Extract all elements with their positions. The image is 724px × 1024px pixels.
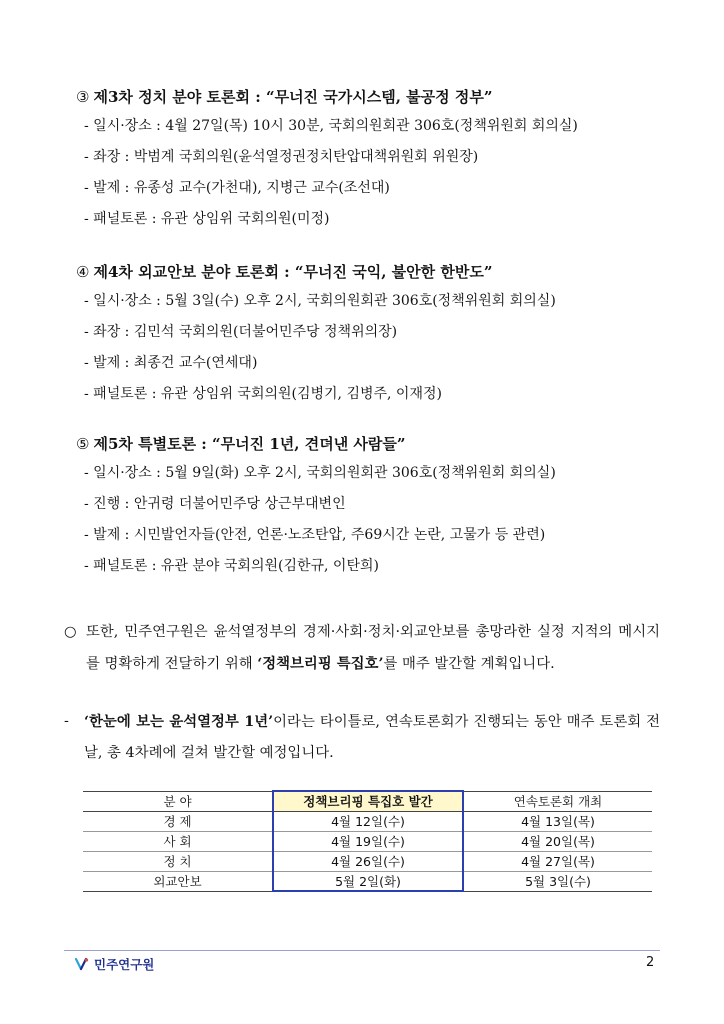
cell-forum-date: 5월 3일(수): [463, 871, 652, 891]
schedule-table: [83, 790, 652, 892]
section-title: [76, 434, 676, 454]
cell-field: 경 제: [83, 811, 273, 831]
table-row: [83, 811, 652, 831]
page-number: 2: [646, 955, 655, 970]
emphasis-title: ‘정책브리핑 특집호’: [257, 655, 384, 672]
footer-divider: [64, 950, 660, 951]
detail-item: - 일시·장소 : 4월 27일(목) 10시 30분, 국회의원회관 306호(정책위원회 회의실): [84, 118, 578, 134]
detail-item: - 패널토론 : 유관 상임위 국회의원(김병기, 김병주, 이재정): [84, 386, 442, 402]
table-header-row: [83, 791, 652, 811]
footer-logo: [74, 955, 154, 973]
cell-field: 사 회: [83, 831, 273, 851]
table-row: [83, 871, 652, 891]
section-title: [76, 262, 676, 282]
section-number: ④: [76, 263, 90, 281]
cell-forum-date: 4월 27일(목): [463, 851, 652, 871]
section-4: [76, 262, 676, 415]
detail-item: - 패널토론 : 유관 분야 국회의원(김한규, 이탄희): [84, 558, 379, 574]
dash-bullet: -: [64, 713, 69, 729]
table-row: [83, 831, 652, 851]
emphasis-title: ‘한눈에 보는 윤석열정부 1년’: [84, 713, 274, 730]
header-forum: 연속토론회 개최: [463, 791, 652, 811]
detail-item: - 발제 : 유종성 교수(가천대), 지병근 교수(조선대): [84, 180, 390, 196]
briefing-paragraph: [64, 617, 660, 680]
detail-item: - 좌장 : 김민석 국회의원(더불어민주당 정책위의장): [84, 324, 398, 340]
detail-list: [84, 116, 676, 229]
schedule-paragraph: [64, 706, 660, 769]
section-title-text: 제4차 외교안보 분야 토론회 : “무너진 국익, 불안한 한반도”: [93, 263, 493, 281]
cell-forum-date: 4월 20일(목): [463, 831, 652, 851]
cell-briefing-date: 5월 2일(화): [273, 871, 463, 891]
paragraph-text: ‘한눈에 보는 윤석열정부 1년’이라는 타이틀로, 연속토론회가 진행되는 동안 매주 토론회 전날, 총 4차례에 걸쳐 발간할 예정입니다.: [84, 713, 660, 761]
cell-field: 정 치: [83, 851, 273, 871]
cell-field: 외교안보: [83, 871, 273, 891]
section-number: ③: [76, 88, 90, 106]
cell-forum-date: 4월 13일(목): [463, 811, 652, 831]
detail-item: - 일시·장소 : 5월 9일(화) 오후 2시, 국회의원회관 306호(정책위원회 회의실): [84, 465, 556, 481]
cell-briefing-date: 4월 12일(수): [273, 811, 463, 831]
header-field: 분 야: [83, 791, 273, 811]
section-5: [76, 434, 676, 587]
detail-item: - 패널토론 : 유관 상임위 국회의원(미정): [84, 211, 330, 227]
cell-briefing-date: 4월 19일(수): [273, 831, 463, 851]
detail-list: [84, 291, 676, 404]
detail-item: - 발제 : 최종건 교수(연세대): [84, 355, 258, 371]
section-title-text: 제3차 정치 분야 토론회 : “무너진 국가시스템, 불공정 정부”: [93, 88, 493, 106]
detail-list: [84, 463, 676, 576]
detail-item: - 좌장 : 박범계 국회의원(윤석열정권정치탄압대책위원회 위원장): [84, 149, 479, 165]
circle-bullet: ○: [64, 624, 77, 640]
section-3: [76, 87, 676, 240]
section-number: ⑤: [76, 435, 90, 453]
cell-briefing-date: 4월 26일(수): [273, 851, 463, 871]
section-title-text: 제5차 특별토론 : “무너진 1년, 견뎌낸 사람들”: [93, 435, 406, 453]
header-briefing: 정책브리핑 특집호 발간: [273, 791, 463, 811]
table-row: [83, 851, 652, 871]
detail-item: - 일시·장소 : 5월 3일(수) 오후 2시, 국회의원회관 306호(정책위원회 회의실): [84, 293, 556, 309]
logo-text: 민주연구원: [94, 957, 155, 972]
paragraph-text: 또한, 민주연구원은 윤석열정부의 경제·사회·정치·외교안보를 총망라한 실정 지적의 메시지를 명확하게 전달하기 위해 ‘정책브리핑 특집호’를 매주 발간할 계획입니다.: [86, 624, 660, 672]
institute-logo-icon: [74, 956, 90, 972]
detail-item: - 진행 : 안귀령 더불어민주당 상근부대변인: [84, 496, 346, 512]
section-title: [76, 87, 676, 107]
detail-item: - 발제 : 시민발언자들(안전, 언론·노조탄압, 주69시간 논란, 고물가 등 관련): [84, 527, 546, 543]
